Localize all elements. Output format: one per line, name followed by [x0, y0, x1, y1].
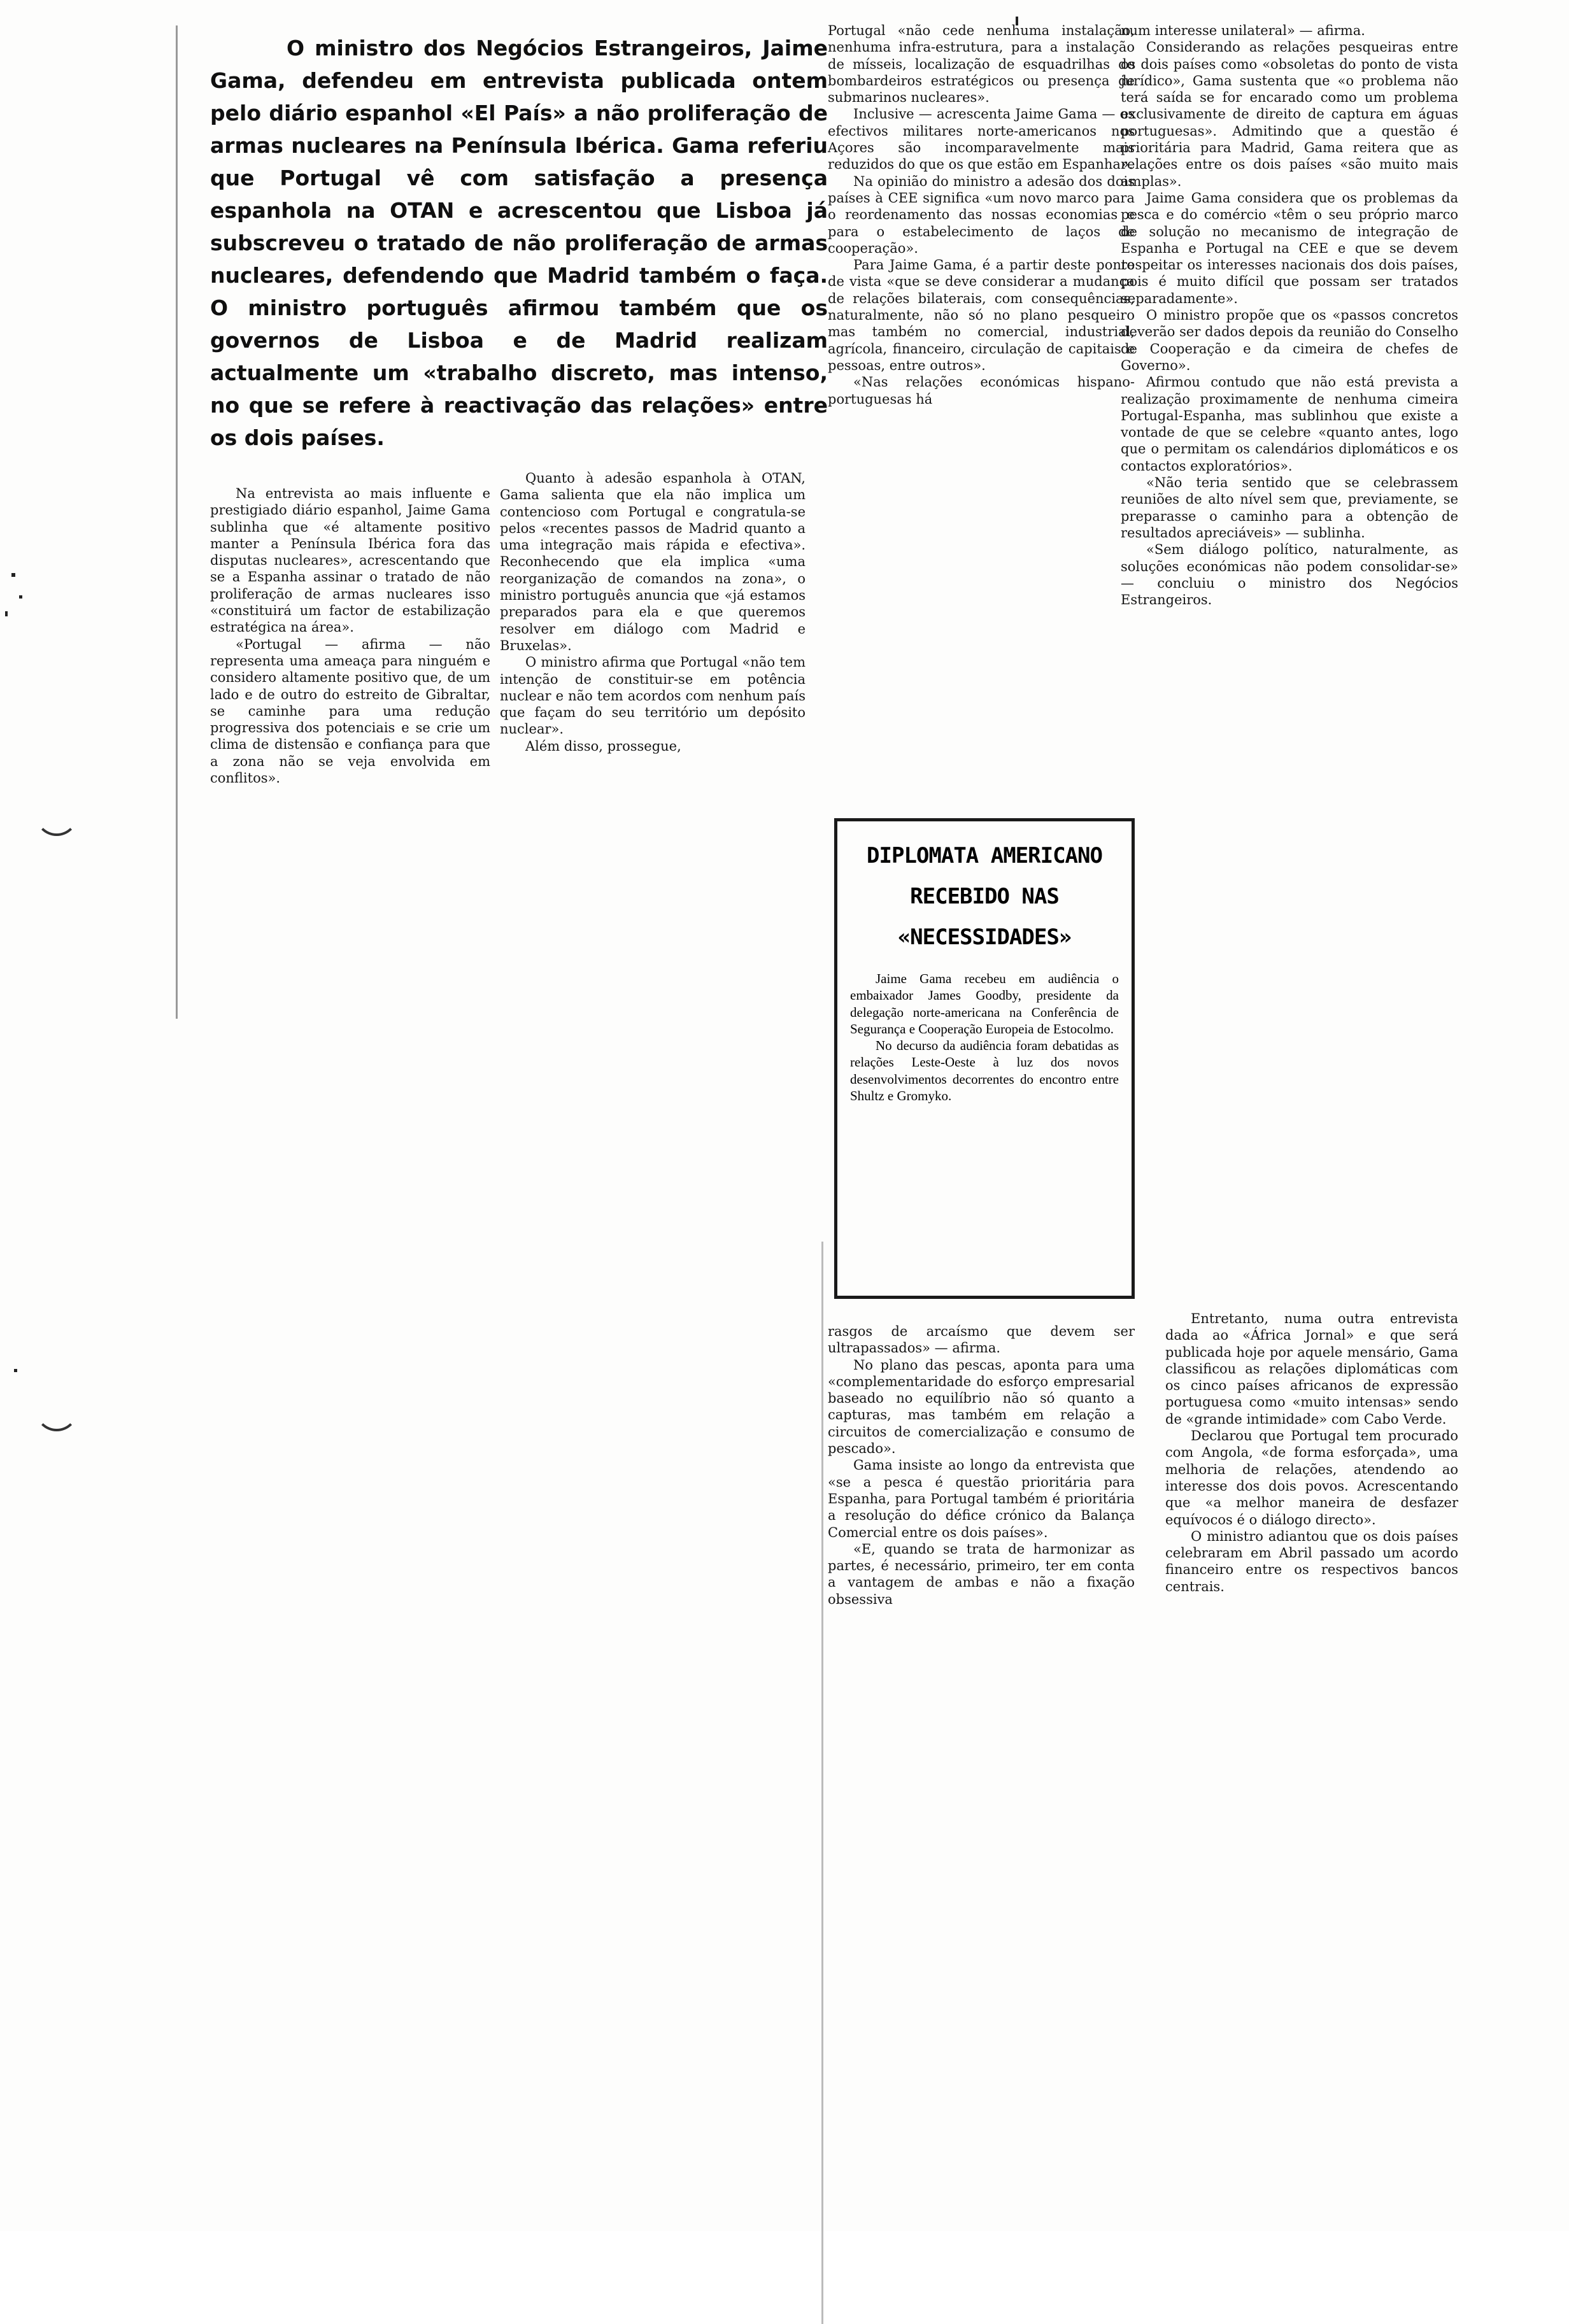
paragraph: Na opinião do ministro a adesão dos dois países à CEE significa «um novo marco para o reordenamento das nossas economias e para o estabelecimento de laços de cooperação».	[828, 173, 1135, 256]
article-column-1	[210, 485, 490, 786]
paragraph: «Sem diálogo político, naturalmente, as soluções económicas não podem consolidar-se» — concluiu o ministro dos Negócios Estrangeiros.	[1121, 542, 1458, 608]
paragraph: Entretanto, numa outra entrevista dada ao «África Jornal» e que será publicada hoje por aquele mensário, Gama classificou as relações diplomáticas com os cinco países africanos de expressão portuguesa como «muito intensas» sendo de «grande intimidade» com Cabo Verde.	[1165, 1311, 1458, 1427]
paragraph: Considerando as relações pesqueiras entre os dois países como «obsoletas do ponto de vista jurídico», Gama sustenta que «o problema não terá saída se for encarado como um problema exclusivamente de direito de captura em águas portuguesas». Admitindo que a questão é prioritária para Madrid, Gama reitera que as relações entre os dois países «são muito mais amplas».	[1121, 39, 1458, 189]
paragraph: No plano das pescas, aponta para uma «complementaridade do esforço empresarial baseado no equilíbrio não só quanto a capturas, mas também em relação a circuitos de comercialização e consumo de pescado».	[828, 1357, 1135, 1457]
paragraph: rasgos de arcaísmo que devem ser ultrapassados» — afirma.	[828, 1324, 1135, 1356]
article-column-4	[1121, 22, 1458, 608]
scan-speck	[19, 595, 22, 599]
article-lead	[210, 32, 828, 454]
scan-speck	[11, 573, 15, 577]
paragraph: No decurso da audiência foram debatidas as relações Leste-Oeste à luz dos novos desenvolvimentos decorrentes do encontro entre Shultz e Gromyko.	[850, 1038, 1119, 1104]
paragraph: O ministro afirma que Portugal «não tem intenção de constituir-se em potência nuclear e não tem acordos com nenhum país que façam do seu território um depósito nuclear».	[500, 655, 806, 737]
paragraph: num interesse unilateral» — afirma.	[1121, 23, 1365, 38]
lead-paragraph: O ministro dos Negócios Estrangeiros, Jaime Gama, defendeu em entrevista publicada ontem pelo diário espanhol «El País» a não proliferação de armas nucleares na Península Ibérica. Gama referiu que Portugal vê com satisfação a presença espanhola na OTAN e acrescentou que Lisboa já subscreveu o tratado de não proliferação de armas nucleares, defendendo que Madrid também o faça. O ministro português afirmou também que os governos de Lisboa e de Madrid realizam actualmente um «trabalho discreto, mas intenso, no que se refere à reactivação das relações» entre os dois países.	[210, 36, 828, 450]
paragraph: Além disso, prossegue,	[525, 738, 681, 754]
boxed-sidebar-story	[834, 818, 1135, 1299]
paragraph: Portugal «não cede nenhuma instalação, nenhuma infra-estrutura, para a instalação de mísseis, localização de esquadrilhas de bombardeiros estratégicos ou presença de submarinos nucleares».	[828, 23, 1135, 106]
scan-arc-mark	[35, 1388, 78, 1431]
paragraph: Afirmou contudo que não está prevista a realização proximamente de nenhuma cimeira Portugal-Espanha, mas sublinhou que existe a vontade de que se celebre «quanto antes, logo que o permitam os calendários diplomáticos e os contactos exploratórios».	[1121, 374, 1458, 474]
paragraph: Na entrevista ao mais influente e prestigiado diário espanhol, Jaime Gama sublinha que «é altamente positivo manter a Península Ibérica fora das disputas nucleares», acrescentando que se a Espanha assinar o tratado de não proliferação de armas nucleares isso «constituirá um factor de estabilização estratégica na área».	[210, 486, 490, 635]
scan-speck	[821, 1242, 823, 2324]
scan-arc-mark	[35, 793, 78, 836]
article-column-3-bottom	[828, 1323, 1135, 1608]
paragraph: «Nas relações económicas hispano-portuguesas há	[828, 374, 1135, 407]
scan-speck	[14, 1369, 17, 1372]
paragraph: Declarou que Portugal tem procurado com Angola, «de forma esforçada», uma melhoria de relações, atendendo ao interesse dos dois povos. Acrescentando que «a melhor maneira de desfazer equívocos é o diálogo directo».	[1165, 1428, 1458, 1527]
paragraph: Para Jaime Gama, é a partir deste ponto de vista «que se deve considerar a mudança de relações bilaterais, com consequências, naturalmente, não só no plano pesqueiro mas também no comercial, industrial, agrícola, financeiro, circulação de capitais e pessoas, entre outros».	[828, 257, 1135, 373]
paragraph: O ministro propõe que os «passos concretos deverão ser dados depois da reunião do Conselho de Cooperação e da cimeira de chefes de Governo».	[1121, 308, 1458, 373]
article-column-2	[500, 470, 806, 755]
paragraph: «Não teria sentido que se celebrassem reuniões de alto nível sem que, previamente, se preparasse o caminho para a obtenção de resultados apreciáveis» — sublinha.	[1121, 475, 1458, 541]
paragraph: Quanto à adesão espanhola à OTAN, Gama salienta que ela não implica um contencioso com Portugal e congratula-se pelos «recentes passos de Madrid quanto a uma integração mais rápida e efectiva». Reconhecendo que ela implica «uma reorganização de comandos na zona», o ministro português anuncia que «já estamos preparados para ela e que queremos resolver em diálogo com Madrid e Bruxelas».	[500, 471, 806, 653]
box-body	[837, 970, 1132, 1104]
paragraph: O ministro adiantou que os dois países celebraram em Abril passado um acordo financeiro entre os respectivos bancos centrais.	[1165, 1528, 1458, 1594]
paragraph: «E, quando se trata de harmonizar as partes, é necessário, primeiro, ter em conta a vantagem de ambas e não a fixação obsessiva	[828, 1541, 1135, 1607]
scan-speck	[176, 25, 178, 1019]
paragraph: Gama insiste ao longo da entrevista que «se a pesca é questão prioritária para Espanha, para Portugal também é prioritária a resolução do défice crónico da Balança Comercial entre os dois países».	[828, 1457, 1135, 1540]
article-column-3-top	[828, 22, 1135, 407]
paragraph: Jaime Gama considera que os problemas da pesca e do comércio «têm o seu próprio marco de solução no mecanismo de integração de Espanha e Portugal na CEE e que se devem respeitar os interesses nacionais dos dois países, pois é muito difícil que possam ser tratados separadamente».	[1121, 190, 1458, 306]
paragraph: «Portugal — afirma — não representa uma ameaça para ninguém e considero altamente positivo que, de um lado e de outro do estreito de Gibraltar, se caminhe para uma redução progressiva dos potenciais e se crie um clima de distensão e confiança para que a zona não se veja envolvida em conflitos».	[210, 636, 490, 786]
box-headline: DIPLOMATA AMERICANO RECEBIDO NAS «NECESSIDADES»	[867, 843, 1102, 950]
paragraph: Jaime Gama recebeu em audiência o embaixador James Goodby, presidente da delegação norte-americana na Conferência de Segurança e Cooperação Europeia de Estocolmo.	[850, 971, 1119, 1037]
scan-speck	[5, 611, 8, 616]
article-column-4-bottom	[1165, 1310, 1458, 1595]
paragraph: Inclusive — acrescenta Jaime Gama — os efectivos militares norte-americanos nos Açores são incomparavelmente mais reduzidos do que os que estão em Espanha».	[828, 106, 1135, 173]
